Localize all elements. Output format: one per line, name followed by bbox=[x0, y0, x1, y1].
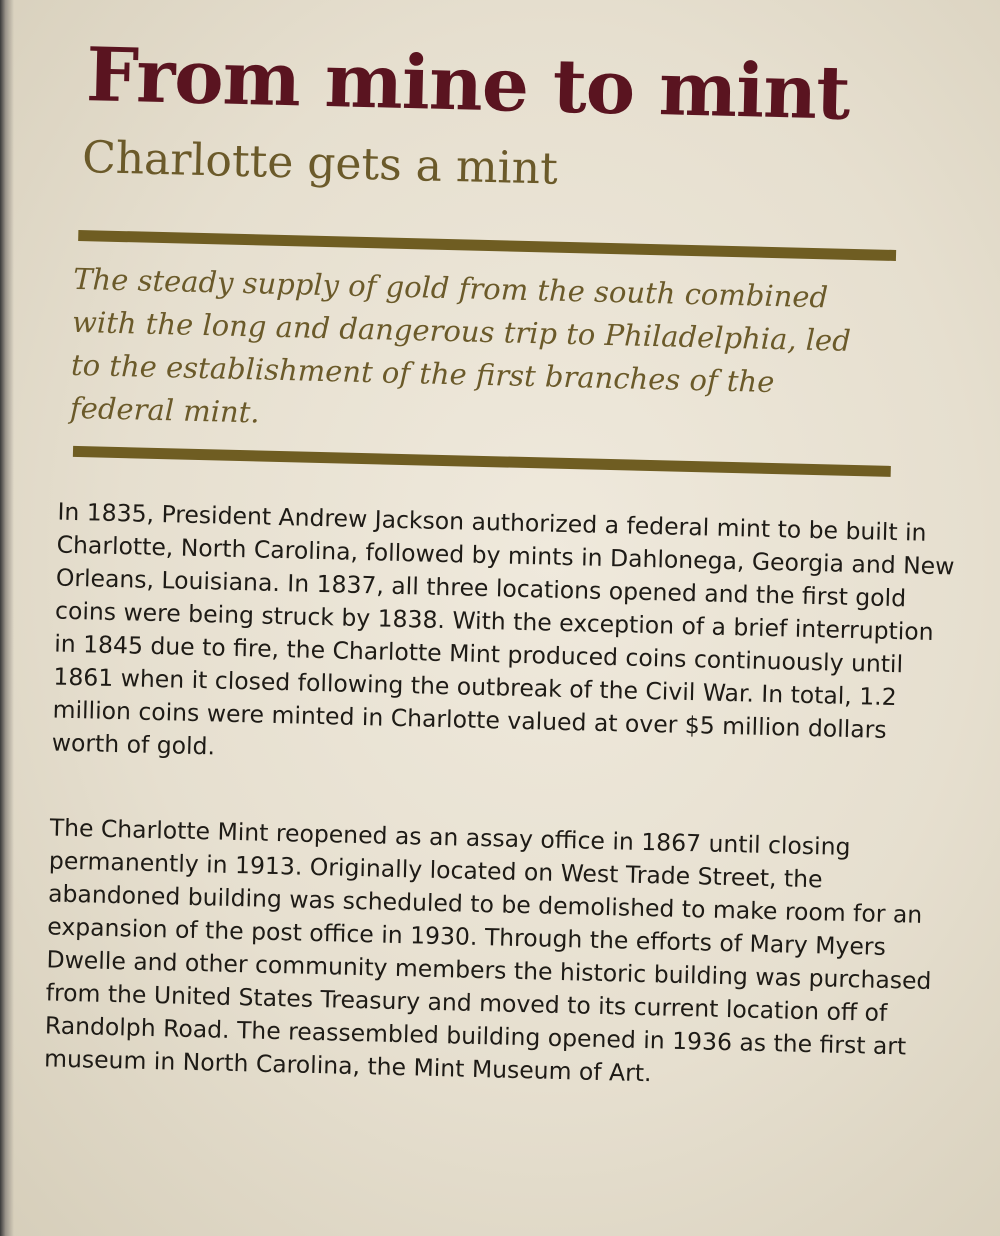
intro-paragraph: The steady supply of gold from the south combined with the long and dangerous trip to Philadelphia, led to the establishment of the first branches of the federal mint. bbox=[69, 261, 852, 430]
bottom-divider-rule bbox=[73, 446, 891, 477]
body-paragraph-history: In 1835, President Andrew Jackson authorized a federal mint to be built in Charlotte, North Carolina, followed by mints in Dahlonega, Georgia and New Orleans, Louisiana. In 1837, all three locations opened and the first gold coins were being struck by 1838. With the exception of a brief interruption in 1845 due to fire, the Charlotte Mint produced coins continuously until 1861 when it closed following the outbreak of the Civil War. In total, 1.2 million coins were minted in Charlotte valued at over $5 million dollars worth of gold. bbox=[51, 497, 955, 761]
body-paragraph-museum: The Charlotte Mint reopened as an assay office in 1867 until closing permanently in 1913. Originally located on West Trade Street, the abandoned building was scheduled to be demolished to make room for an expansion of the post office in 1930. Through the efforts of Mary Myers Dwelle and other community members the historic building was purchased from the United States Treasury and moved to its current location off of Randolph Road. The reassembled building opened in 1936 as the first art museum in North Carolina, the Mint Museum of Art. bbox=[43, 813, 932, 1088]
sign-title: From mine to mint bbox=[85, 32, 851, 137]
top-divider-rule bbox=[78, 230, 896, 261]
sign-subtitle: Charlotte gets a mint bbox=[81, 132, 559, 195]
